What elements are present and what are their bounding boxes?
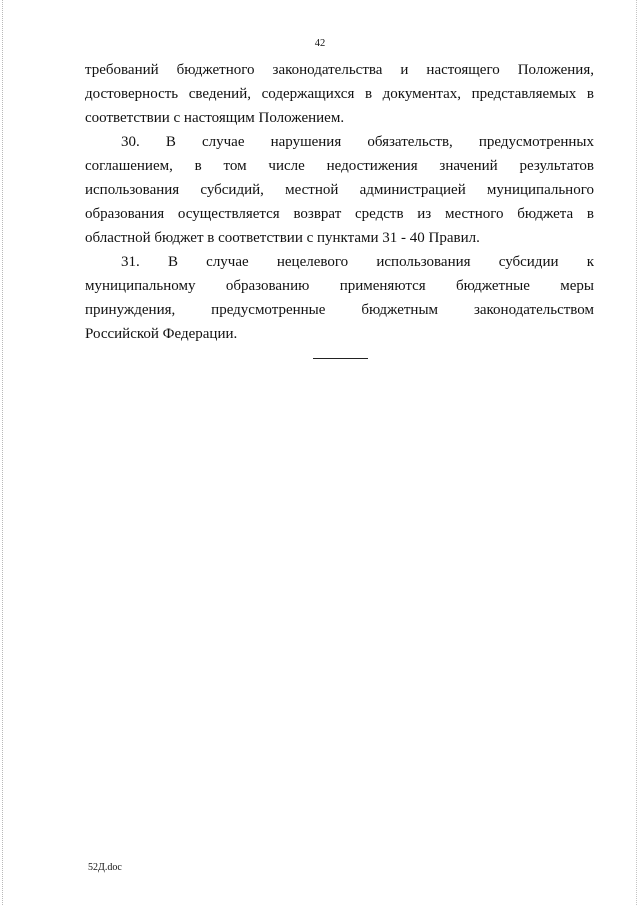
text-line: соглашением, в том числе недостижения значений результатов	[85, 158, 594, 174]
footer-file-name: 52Д.doc	[88, 862, 122, 873]
page-number: 42	[314, 38, 326, 49]
text-line: использования субсидий, местной администрацией муниципального	[85, 182, 594, 198]
text-line: областной бюджет в соответствии с пунктами 31 - 40 Правил.	[85, 230, 480, 246]
end-separator-line	[313, 358, 368, 359]
scan-edge-right	[636, 0, 637, 905]
paragraph-30-first-line: 30. В случае нарушения обязательств, предусмотренных	[121, 134, 594, 150]
text-line: Российской Федерации.	[85, 326, 238, 342]
text-line: принуждения, предусмотренные бюджетным законодательством	[85, 302, 594, 318]
text-line: муниципальному образованию применяются бюджетные меры	[85, 278, 594, 294]
text-line: требований бюджетного законодательства и настоящего Положения,	[85, 62, 594, 78]
document-body	[85, 58, 594, 346]
text-line: соответствии с настоящим Положением.	[85, 110, 345, 126]
paragraph-31-first-line: 31. В случае нецелевого использования субсидии к	[121, 254, 594, 270]
scan-edge-left	[2, 0, 3, 905]
text-line: образования осуществляется возврат средств из местного бюджета в	[85, 206, 594, 222]
text-line: достоверность сведений, содержащихся в документах, представляемых в	[85, 86, 594, 102]
